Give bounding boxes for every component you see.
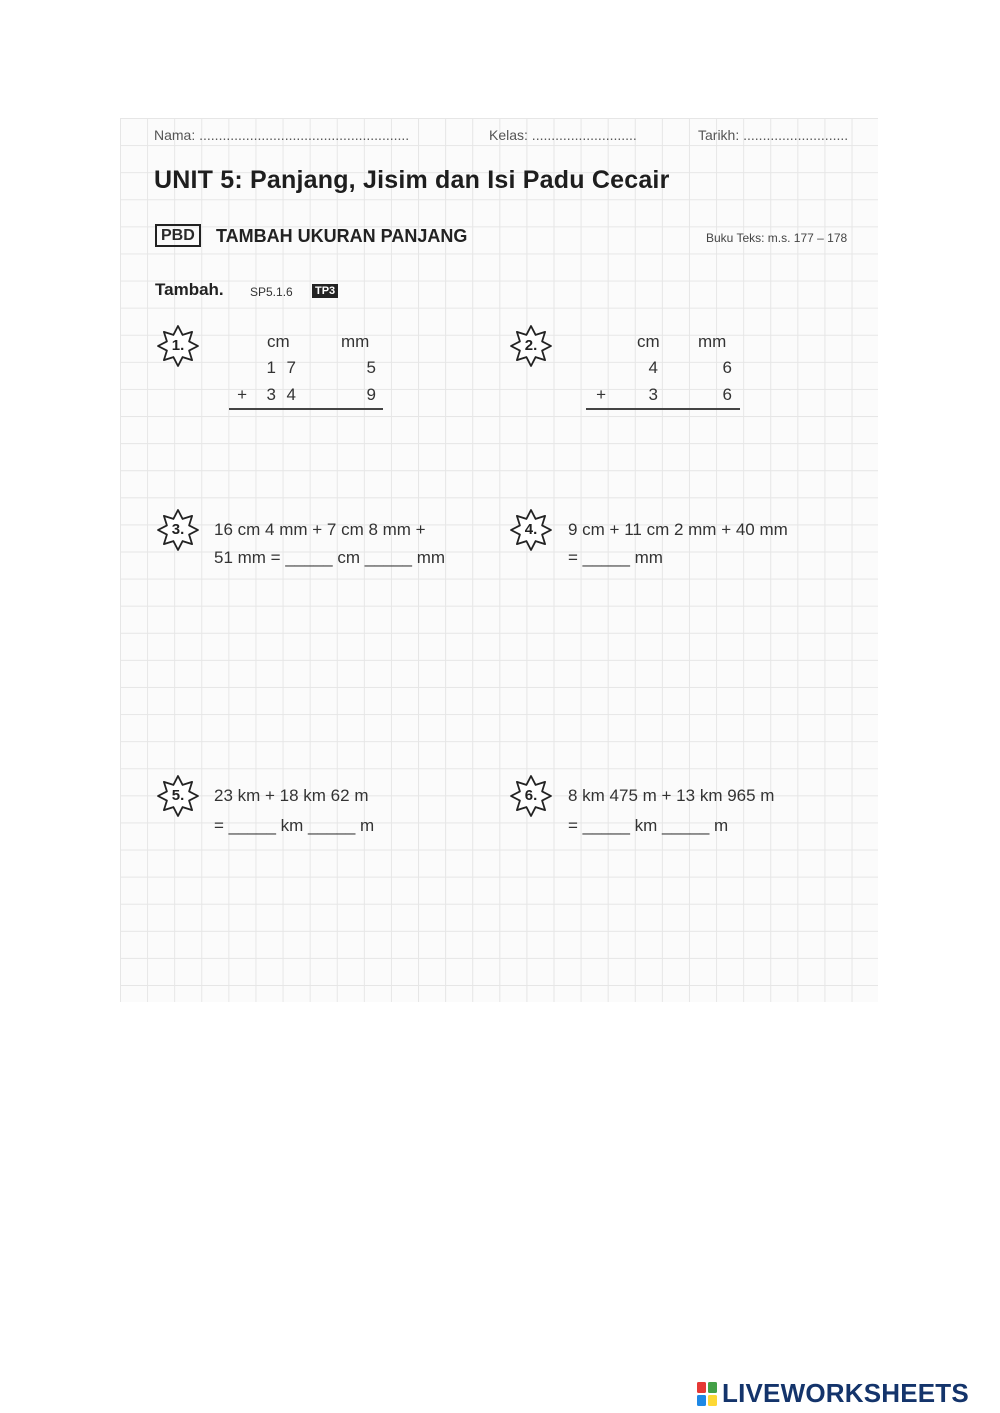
level-badge: TP3 <box>312 284 338 298</box>
answer-line[interactable]: 51 mm = _____ cm _____ mm <box>214 548 446 567</box>
logo-icon <box>696 1381 718 1407</box>
plus-sign: + <box>237 385 247 404</box>
question-number: 4. <box>524 521 538 538</box>
logo-text: LIVEWORKSHEETS <box>722 1378 969 1408</box>
question-number-badge <box>509 508 553 552</box>
digit: 4 <box>648 358 658 377</box>
answer-line[interactable]: = _____ mm <box>568 548 663 567</box>
question-number-badge <box>156 324 200 368</box>
question-number-badge <box>156 774 200 818</box>
question-number: 5. <box>171 787 185 804</box>
question-number: 1. <box>171 337 185 354</box>
pbd-tag: PBD <box>155 224 201 247</box>
standard-code: SP5.1.6 <box>250 285 293 299</box>
cm-column-header: cm <box>267 332 290 351</box>
date-field[interactable]: Tarikh: ........................... <box>698 127 849 143</box>
answer-line[interactable]: = _____ km _____ m <box>214 816 375 835</box>
digit: 1 <box>266 358 276 377</box>
digit: 3 <box>648 385 658 404</box>
answer-line[interactable]: = _____ km _____ m <box>568 816 729 835</box>
name-field[interactable]: Nama: ...................................................... <box>154 127 410 143</box>
question-number: 6. <box>524 787 538 804</box>
digit: 6 <box>722 385 732 404</box>
question-text: 9 cm + 11 cm 2 mm + 40 mm <box>568 520 788 539</box>
sum-line <box>229 408 383 410</box>
question-text: 8 km 475 m + 13 km 965 m <box>568 786 775 805</box>
mm-column-header: mm <box>341 332 370 351</box>
cm-column-header: cm <box>637 332 660 351</box>
class-field[interactable]: Kelas: ........................... <box>489 127 637 143</box>
digit: 3 <box>266 385 276 404</box>
page-title: UNIT 5: Panjang, Jisim dan Isi Padu Cecair <box>154 166 670 194</box>
digit: 4 <box>286 385 296 404</box>
question-number: 2. <box>524 337 538 354</box>
digit: 9 <box>366 385 376 404</box>
digit: 6 <box>722 358 732 377</box>
question-text: 23 km + 18 km 62 m <box>214 786 369 805</box>
liveworksheets-logo[interactable] <box>696 1378 969 1408</box>
question-text: 16 cm 4 mm + 7 cm 8 mm + <box>214 520 426 539</box>
question-number-badge <box>509 774 553 818</box>
digit: 7 <box>286 358 296 377</box>
question-number-badge <box>156 508 200 552</box>
digit: 5 <box>366 358 376 377</box>
section-heading: TAMBAH UKURAN PANJANG <box>216 226 468 246</box>
plus-sign: + <box>596 385 606 404</box>
mm-column-header: mm <box>698 332 727 351</box>
textbook-reference: Buku Teks: m.s. 177 – 178 <box>706 231 848 245</box>
sum-line <box>586 408 740 410</box>
question-number: 3. <box>171 521 185 538</box>
instruction-label: Tambah. <box>155 280 224 299</box>
question-number-badge <box>509 324 553 368</box>
